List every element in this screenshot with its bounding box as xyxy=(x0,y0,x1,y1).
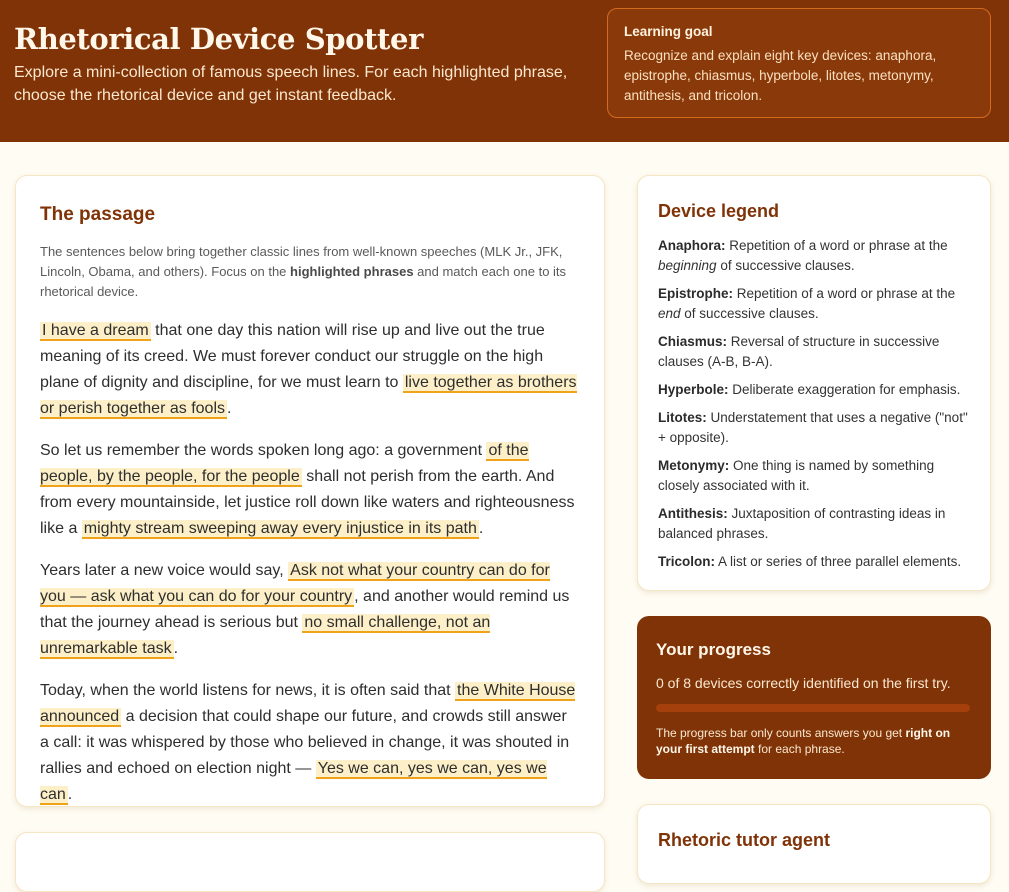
legend-term: Hyperbole: xyxy=(658,382,729,397)
progress-bar xyxy=(656,704,970,712)
legend-item-chiasmus xyxy=(658,332,970,372)
legend-term: Tricolon: xyxy=(658,554,715,569)
legend-definition: One thing is named by something closely associated with it. xyxy=(658,458,935,493)
paragraph-text: . xyxy=(67,786,73,803)
passage-paragraph xyxy=(40,558,580,662)
progress-note-emphasis: right on your first attempt xyxy=(656,726,951,756)
legend-emphasis: beginning xyxy=(658,258,717,273)
progress-count: 0 of 8 devices correctly identified on the first try. xyxy=(656,675,951,691)
paragraph-text: . xyxy=(173,640,179,657)
legend-item-antithesis xyxy=(658,504,970,544)
learning-goal-text: Recognize and explain eight key devices: anaphora, epistrophe, chiasmus, hyperbole, litotes, metonymy, antithesis, and tricolon. xyxy=(624,48,937,103)
highlight-phrase-8[interactable]: Yes we can, yes we can, yes we can xyxy=(40,760,547,803)
next-section-card xyxy=(15,832,605,892)
legend-term: Chiasmus: xyxy=(658,334,728,349)
paragraph-text: that one day this nation will rise up and live out the true meaning of its creed. We must forever conduct our struggle on the high plane of dignity and discipline, for we must learn to xyxy=(40,322,545,391)
legend-definition: A list or series of three parallel elements. xyxy=(715,554,962,569)
legend-definition: Repetition of a word or phrase at the xyxy=(733,286,956,301)
paragraph-text: . xyxy=(478,520,484,537)
intro-text: The sentences below bring together classic lines from well-known speeches (MLK Jr., JFK, Lincoln, Obama, and others). Focus on the xyxy=(40,244,563,279)
tutor-agent-card xyxy=(637,804,991,884)
highlight-phrase-5[interactable]: Ask not what your country can do for you — ask what you can do for your country xyxy=(40,562,550,605)
legend-definition: of successive clauses. xyxy=(716,258,855,273)
paragraph-text: Today, when the world listens for news, it is often said that xyxy=(40,682,456,699)
legend-title: Device legend xyxy=(658,201,780,221)
legend-term: Antithesis: xyxy=(658,506,728,521)
progress-title: Your progress xyxy=(656,640,771,659)
passage-intro xyxy=(40,242,580,302)
passage-card xyxy=(15,175,605,807)
progress-note-text: for each phrase. xyxy=(754,742,845,756)
learning-goal-card xyxy=(607,8,991,118)
paragraph-text: Years later a new voice would say, xyxy=(40,562,289,579)
intro-emphasis: highlighted phrases xyxy=(290,264,414,279)
highlight-phrase-2[interactable]: live together as brothers or perish together as fools xyxy=(40,374,577,417)
progress-note-text: The progress bar only counts answers you get xyxy=(656,726,906,740)
legend-item-hyperbole xyxy=(658,380,970,400)
legend-item-metonymy xyxy=(658,456,970,496)
paragraph-text: , and another would remind us that the journey ahead is serious but xyxy=(40,588,570,631)
legend-emphasis: end xyxy=(658,306,681,321)
passage-paragraph xyxy=(40,318,580,422)
highlight-phrase-3[interactable]: of the people, by the people, for the people xyxy=(40,442,529,485)
highlight-phrase-6[interactable]: no small challenge, not an unremarkable task xyxy=(40,614,491,657)
legend-definition: Juxtaposition of contrasting ideas in balanced phrases. xyxy=(658,506,946,541)
passage-paragraph xyxy=(40,678,580,808)
legend-item-anaphora xyxy=(658,236,970,276)
highlight-phrase-4[interactable]: mighty stream sweeping away every injustice in its path xyxy=(83,520,477,537)
legend-term: Epistrophe: xyxy=(658,286,734,301)
legend-item-epistrophe xyxy=(658,284,970,324)
legend-item-tricolon xyxy=(658,552,970,572)
legend-definition: Deliberate exaggeration for emphasis. xyxy=(728,382,961,397)
progress-note xyxy=(656,725,972,757)
learning-goal-title: Learning goal xyxy=(624,24,713,39)
tutor-title: Rhetoric tutor agent xyxy=(658,830,831,850)
device-legend-card xyxy=(637,175,991,591)
paragraph-text: a decision that could shape our future, and crowds still answer a call: it was whispered by those who believed in change, it was shouted in rallies and echoed on election night — xyxy=(40,708,570,777)
highlight-phrase-7[interactable]: the White House announced xyxy=(40,682,576,725)
app-subtitle: Explore a mini-collection of famous speech lines. For each highlighted phrase, choose the rhetorical device and get instant feedback. xyxy=(14,64,568,104)
progress-card xyxy=(637,616,991,779)
legend-term: Metonymy: xyxy=(658,458,730,473)
legend-term: Litotes: xyxy=(658,410,707,425)
app-title: Rhetorical Device Spotter xyxy=(14,22,423,56)
intro-text: and match each one to its rhetorical device. xyxy=(40,264,567,299)
legend-definition: Reversal of structure in successive clauses (A-B, B-A). xyxy=(658,334,940,369)
legend-definition: Repetition of a word or phrase at the xyxy=(725,238,948,253)
app-header xyxy=(0,0,1009,142)
passage-paragraph xyxy=(40,438,580,542)
legend-item-litotes xyxy=(658,408,970,448)
passage-title: The passage xyxy=(40,204,156,225)
paragraph-text: So let us remember the words spoken long ago: a government xyxy=(40,442,487,459)
legend-definition: of successive clauses. xyxy=(680,306,819,321)
legend-term: Anaphora: xyxy=(658,238,726,253)
paragraph-text: . xyxy=(227,400,232,417)
paragraph-text: shall not perish from the earth. And from every mountainside, let justice roll down like waters and righteousness like a xyxy=(40,468,575,537)
highlight-phrase-1[interactable]: I have a dream xyxy=(42,322,149,339)
legend-definition: Understatement that uses a negative ("not" + opposite). xyxy=(658,410,968,445)
